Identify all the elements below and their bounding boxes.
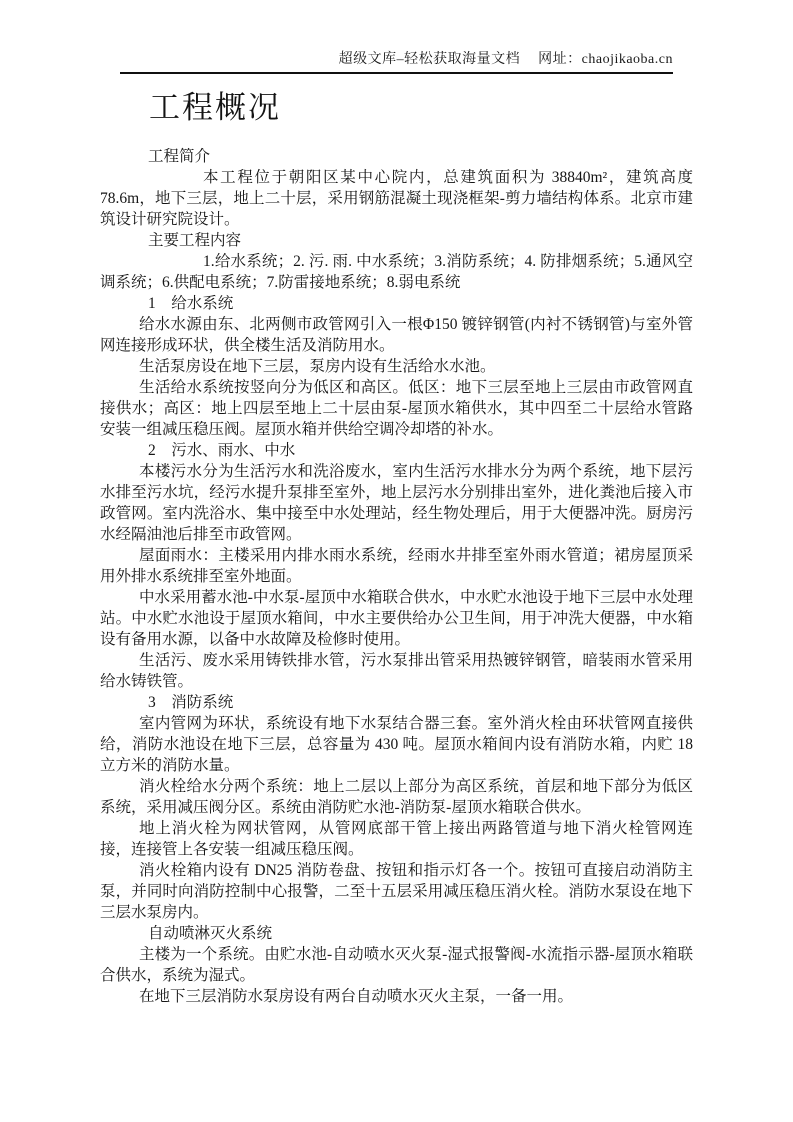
paragraph-1: 工程简介 — [148, 148, 211, 165]
paragraph-12: 中水采用蓄水池-中水泵-屋顶中水箱联合供水，中水贮水池设于地下三层中水处理站。中水贮水池设于屋顶水箱间，中水主要供给办公卫生间，用于冲洗大便器，中水箱设有备用水源，以备中水故障及检修时使用。 — [100, 589, 693, 648]
paragraph-18: 消火栓箱内设有 DN25 消防卷盘、按钮和指示灯各一个。按钮可直接启动消防主泵，并同时向消防控制中心报警，二至十五层采用减压稳压消火栓。消防水泵设在地下三层水泵房内。 — [100, 862, 693, 921]
paragraph-15: 室内管网为环状，系统设有地下水泵结合器三套。室外消火栓由环状管网直接供给，消防水池设在地下三层，总容量为 430 吨。屋顶水箱间内设有消防水箱，内贮 18 立方米的消防水量。 — [100, 715, 693, 774]
paragraph-4: 1.给水系统；2. 污. 雨. 中水系统；3.消防系统；4. 防排烟系统；5.通风空调系统；6.供配电系统；7.防雷接地系统；8.弱电系统 — [100, 253, 693, 291]
paragraph-19: 自动喷淋灭火系统 — [148, 925, 273, 942]
paragraph-9: 2 污水、雨水、中水 — [148, 442, 296, 459]
paragraph-2: 本工程位于朝阳区某中心院内，总建筑面积为 38840m²，建筑高度 78.6m，地下三层，地上二十层，采用钢筋混凝土现浇框架-剪力墙结构体系。北京市建筑设计研究院设计。 — [100, 169, 693, 228]
paragraph-21: 在地下三层消防水泵房设有两台自动喷水灭火主泵，一备一用。 — [139, 988, 574, 1005]
document-title: 工程概况 — [149, 90, 281, 125]
paragraph-5: 1 给水系统 — [148, 295, 234, 312]
header-url-value: chaojikaoba.cn — [581, 52, 673, 67]
paragraph-20: 主楼为一个系统。由贮水池-自动喷水灭火泵-湿式报警阀-水流指示器-屋顶水箱联合供水，系统为湿式。 — [100, 946, 693, 984]
paragraph-16: 消火栓给水分两个系统：地上二层以上部分为高区系统，首层和地下部分为低区系统，采用减压阀分区。系统由消防贮水池-消防泵-屋顶水箱联合供水。 — [100, 778, 693, 816]
paragraph-8: 生活给水系统按竖向分为低区和高区。低区：地下三层至地上三层由市政管网直接供水；高区：地上四层至地上二十层由泵-屋顶水箱供水，其中四至二十层给水管路安装一组减压稳压阀。屋顶水箱并供给空调冷却塔的补水。 — [100, 379, 693, 438]
paragraph-11: 屋面雨水：主楼采用内排水雨水系统，经雨水井排至室外雨水管道；裙房屋顶采用外排水系统排至室外地面。 — [100, 547, 693, 585]
paragraph-14: 3 消防系统 — [148, 694, 234, 711]
paragraph-7: 生活泵房设在地下三层，泵房内设有生活给水水池。 — [139, 358, 496, 375]
paragraph-3: 主要工程内容 — [148, 232, 242, 249]
paragraph-6: 给水水源由东、北两侧市政管网引入一根Φ150 镀锌钢管(内衬不锈钢管)与室外管网连接形成环状，供全楼生活及消防用水。 — [100, 316, 693, 354]
header-site-name: 超级文库–轻松获取海量文档 — [338, 52, 521, 67]
paragraph-13: 生活污、废水采用铸铁排水管，污水泵排出管采用热镀锌钢管，暗装雨水管采用给水铸铁管。 — [100, 652, 693, 690]
document-body — [100, 146, 693, 1007]
header-url-label: 网址： — [538, 52, 582, 67]
paragraph-10: 本楼污水分为生活污水和洗浴废水，室内生活污水排水分为两个系统，地下层污水排至污水坑，经污水提升泵排至室外，地上层污水分别排出室外，进化粪池后接入市政管网。室内洗浴水、集中接至中水处理站，经生物处理后，用于大便器冲洗。厨房污水经隔油池后排至市政管网。 — [100, 463, 693, 543]
paragraph-17: 地上消火栓为网状管网，从管网底部干管上接出两路管道与地下消火栓管网连接，连接管上各安装一组减压稳压阀。 — [100, 820, 693, 858]
header-url — [538, 52, 673, 67]
page-header — [120, 48, 673, 74]
